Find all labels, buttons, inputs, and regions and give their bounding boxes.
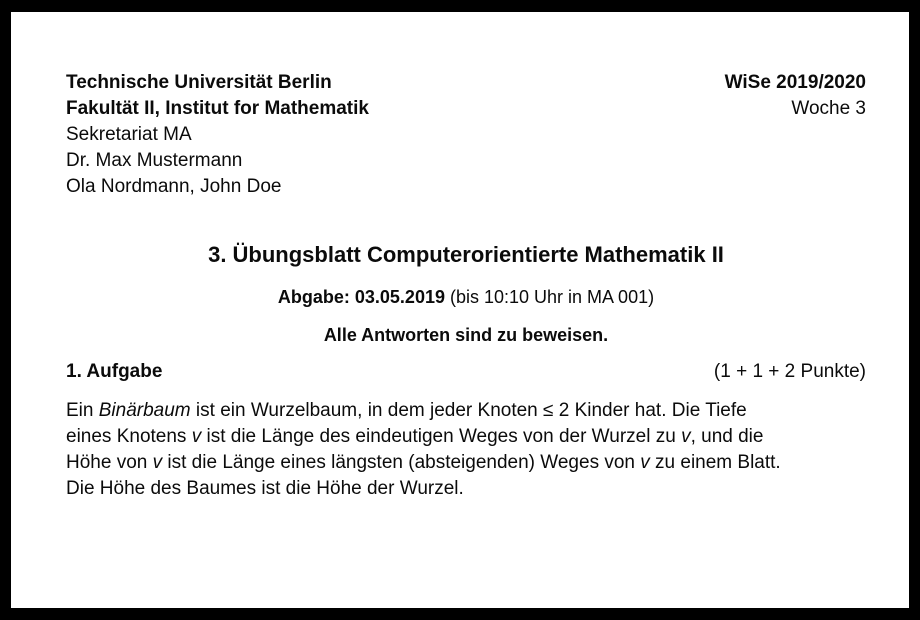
variable-v: v <box>191 426 202 447</box>
text-segment: eines Knotens <box>66 426 192 447</box>
semester-label: WiSe 2019/2020 <box>724 72 866 93</box>
paragraph-line <box>66 398 866 424</box>
header-address-block <box>66 70 369 200</box>
paragraph-line <box>66 424 866 450</box>
text-segment: ist die Länge des eindeutigen Weges von der Wurzel zu <box>201 426 682 447</box>
deadline-line <box>66 284 866 310</box>
variable-v: v <box>152 452 163 473</box>
document-header <box>66 70 866 200</box>
document-title: 3. Übungsblatt Computerorientierte Mathematik II <box>208 242 724 267</box>
secretariat-line: Sekretariat MA <box>66 124 192 145</box>
week-label: Woche 3 <box>791 98 866 119</box>
task-points: (1 + 1 + 2 Punkte) <box>713 361 866 382</box>
paragraph-line <box>66 450 866 476</box>
deadline-date: Abgabe: 03.05.2019 <box>277 287 445 307</box>
text-segment: Ein <box>66 400 99 421</box>
text-segment: Höhe von <box>66 452 153 473</box>
institution-name: Technische Universität Berlin <box>66 72 332 93</box>
notice-line: Alle Antworten sind zu beweisen. <box>323 325 609 345</box>
text-segment: ist die Länge eines längsten (absteigenden) Weges von <box>162 452 641 473</box>
faculty-name: Fakultät II, Institut for Mathematik <box>66 98 369 119</box>
deadline-details: (bis 10:10 Uhr in MA 001) <box>444 287 655 307</box>
document-page <box>11 12 909 608</box>
variable-v: v <box>640 452 650 473</box>
variable-v: v <box>681 426 691 447</box>
lecturer-name: Dr. Max Mustermann <box>66 150 243 171</box>
term-binaerbaum: Binärbaum <box>98 400 191 421</box>
task-label: 1. Aufgabe <box>66 361 163 382</box>
header-semester-block <box>725 70 866 122</box>
paragraph-line: Die Höhe des Baumes ist die Höhe der Wurzel. <box>66 478 464 499</box>
text-segment: , und die <box>690 426 764 447</box>
assistants-names: Ola Nordmann, John Doe <box>66 176 282 197</box>
task-body-paragraph <box>66 398 866 502</box>
text-segment: zu einem Blatt. <box>649 452 781 473</box>
text-segment: ist ein Wurzelbaum, in dem jeder Knoten ≤ 2 Kinder hat. Die Tiefe <box>190 400 747 421</box>
task-heading-row <box>66 359 866 385</box>
